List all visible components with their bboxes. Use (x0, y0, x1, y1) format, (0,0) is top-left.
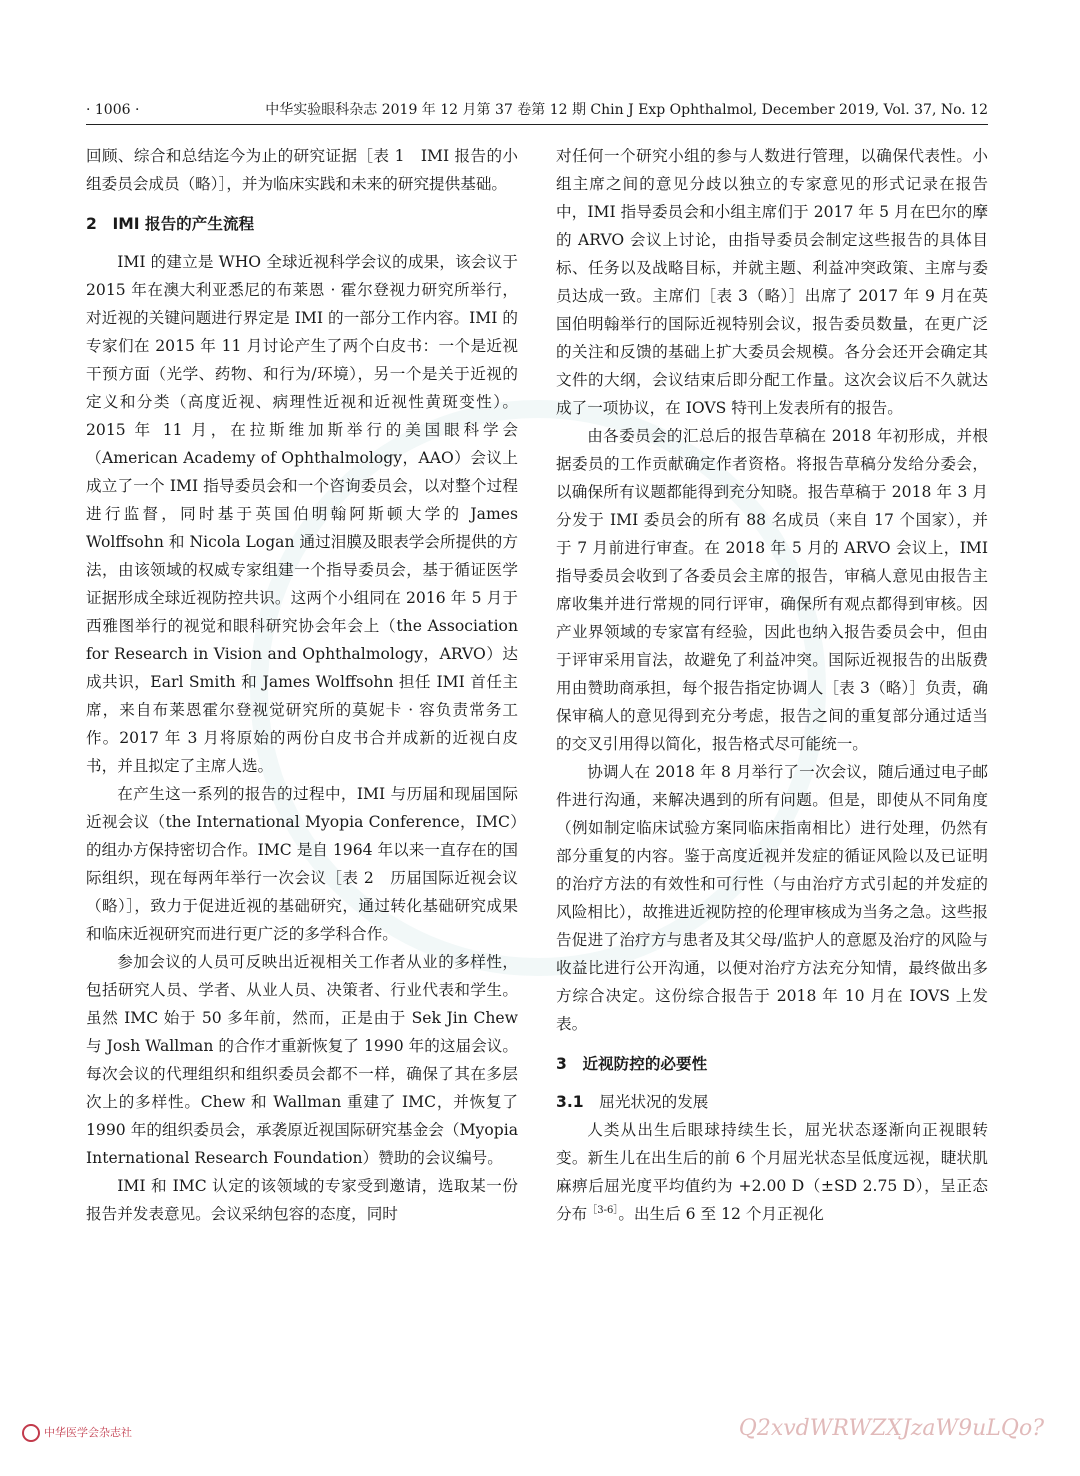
page-number: · 1006 · (86, 102, 140, 118)
section-3-heading: 3 近视防控的必要性 (556, 1055, 708, 1073)
citation-reference: ［3-6］ (587, 1204, 619, 1216)
paragraph-imi-origin: IMI 的建立是 WHO 全球近视科学会议的成果，该会议于 2015 年在澳大利亚悉尼的布莱恩 · 霍尔登视力研究所举行，对近视的关键问题进行界定是 IMI 的一部分工作内容。IMI 的专家们在 2015 年 11 月讨论产生了两个白皮书：一个是近视干预方面（光学、药物、和行为/环境），另一个是关于近视的定义和分类（高度近视、病理性近视和近视性黄斑变性）。2015 年 11 月，在拉斯维加斯举行的美国眼科学会（American Academy of Ophthalmology，AAO）会议上成立了一个 IMI 指导委员会和一个咨询委员会，以对整个过程进行监督，同时基于英国伯明翰阿斯顿大学的 James Wolffsohn 和 Nicola Logan 通过泪膜及眼表学会所提供的方法，由该领域的权威专家组建一个指导委员会，基于循证医学证据形成全球近视防控共识。这两个小组同在 2016 年 5 月于西雅图举行的视觉和眼科研究协会年会上（the Association for Research in Vision and Ophthalmology，ARVO）达成共识，Earl Smith 和 James Wolffsohn 担任 IMI 首任主席，来自布莱恩霍尔登视觉研究所的莫妮卡 · 容负责常务工作。2017 年 3 月将原始的两份白皮书合并成新的近视白皮书，并且拟定了主席人选。 (86, 253, 518, 775)
paragraph-drafts: 由各委员会的汇总后的报告草稿在 2018 年初形成，并根据委员的工作贡献确定作者资格。将报告草稿分发给分委会，以确保所有议题都能得到充分知晓。报告草稿于 2018 年 3 月分发于 IMI 委员会的所有 88 名成员（来自 17 个国家），并于 7 月前进行审查。在 2018 年 5 月的 ARVO 会议上，IMI 指导委员会收到了各委员会主席的报告，审稿人意见由报告主席收集并进行常规的同行评审，确保所有观点都得到审核。因产业界领域的专家富有经验，因此也纳入报告委员会中，但由于评审采用盲法，故避免了利益冲突。国际近视报告的出版费用由赞助商承担，每个报告指定协调人［表 3（略）］负责，确保审稿人的意见得到充分考虑，报告之间的重复部分通过适当的交叉引用得以简化，报告格式尽可能统一。 (556, 427, 988, 753)
refraction-text: 人类从出生后眼球持续生长，屈光状态逐渐向正视眼转变。新生儿在出生后的前 6 个月屈光状态呈低度远视，睫状肌麻痹后屈光度平均值约为 +2.00 D（±SD 2.75 D），呈正态分布 (556, 1121, 988, 1223)
paragraph-coordinators: 协调人在 2018 年 8 月举行了一次会议，随后通过电子邮件进行沟通，来解决遇到的所有问题。但是，即使从不同角度（例如制定临床试验方案同临床指南相比）进行处理，仍然有部分重复的内容。鉴于高度近视并发症的循证风险以及已证明的治疗方法的有效性和可行性（与由治疗方式引起的并发症的风险相比），故推进近视防控的伦理审核成为当务之急。这些报告促进了治疗方与患者及其父母/监护人的意愿及治疗的风险与收益比进行公开沟通，以便对治疗方法充分知情，最终做出多方综合决定。这份综合报告于 2018 年 10 月在 IOVS 上发表。 (556, 763, 988, 1033)
subsection-number: 3.1 (556, 1093, 584, 1111)
subsection-title: 屈光状况的发展 (583, 1093, 709, 1111)
refraction-text-tail: 。出生后 6 至 12 个月正视化 (618, 1205, 824, 1223)
publisher-seal-icon (22, 1424, 40, 1442)
subsection-3-1-heading (556, 1088, 988, 1116)
paragraph-refraction (556, 1116, 988, 1228)
left-column (86, 142, 518, 1228)
publisher-logo (22, 1422, 212, 1444)
right-column (556, 142, 988, 1228)
paragraph-continuation: 对任何一个研究小组的参与人数进行管理，以确保代表性。小组主席之间的意见分歧以独立的专家意见的形式记录在报告中，IMI 指导委员会和小组主席们于 2017 年 5 月在巴尔的摩的 ARVO 会议上讨论，由指导委员会制定这些报告的具体目标、任务以及战略目标，并就主题、利益冲突政策、主席与委员达成一致。主席们［表 3（略）］出席了 2017 年 9 月在英国伯明翰举行的国际近视特别会议，报告委员数量，在更广泛的关注和反馈的基础上扩大委员会规模。各分会还开会确定其文件的大纲，会议结束后即分配工作量。这次会议后不久就达成了一项协议，在 IOVS 特刊上发表所有的报告。 (556, 147, 988, 417)
publisher-name: 中华医学会杂志社 (44, 1426, 132, 1439)
paragraph-imc-cooperation: 在产生这一系列的报告的过程中，IMI 与历届和现届国际近视会议（the International Myopia Conference，IMC）的组办方保持密切合作。IMC 是自 1964 年以来一直存在的国际组织，现在每两年举行一次会议［表 2 历届国际近视会议（略）］，致力于促进近视的基础研究，通过转化基础研究成果和临床近视研究而进行更广泛的多学科合作。 (86, 785, 518, 943)
section-2-heading: 2 IMI 报告的产生流程 (86, 215, 255, 233)
intro-paragraph: 回顾、综合和总结迄今为止的研究证据［表 1 IMI 报告的小组委员会成员（略）］，并为临床实践和未来的研究提供基础。 (86, 147, 518, 193)
footer-watermark-code: Q2xvdWRWZXJzaW9uLQo? (738, 1416, 1044, 1441)
paragraph-participants: 参加会议的人员可反映出近视相关工作者从业的多样性，包括研究人员、学者、从业人员、决策者、行业代表和学生。虽然 IMC 始于 50 多年前，然而，正是由于 Sek Jin Chew 与 Josh Wallman 的合作才重新恢复了 1990 年的这届会议。每次会议的代理组织和组织委员会都不一样，确保了其在多层次上的多样性。Chew 和 Wallman 重建了 IMC，并恢复了 1990 年的组织委员会，承袭原近视国际研究基金会（Myopia International Research Foundation）赞助的会议编号。 (86, 953, 518, 1167)
journal-citation: 中华实验眼科杂志 2019 年 12 月第 37 卷第 12 期 Chin J Exp Ophthalmol, December 2019, Vol. 37, No. 12 (265, 102, 988, 118)
paragraph-experts: IMI 和 IMC 认定的该领域的专家受到邀请，选取某一份报告并发表意见。会议采纳包容的态度，同时 (86, 1177, 518, 1223)
page-header (86, 100, 988, 125)
